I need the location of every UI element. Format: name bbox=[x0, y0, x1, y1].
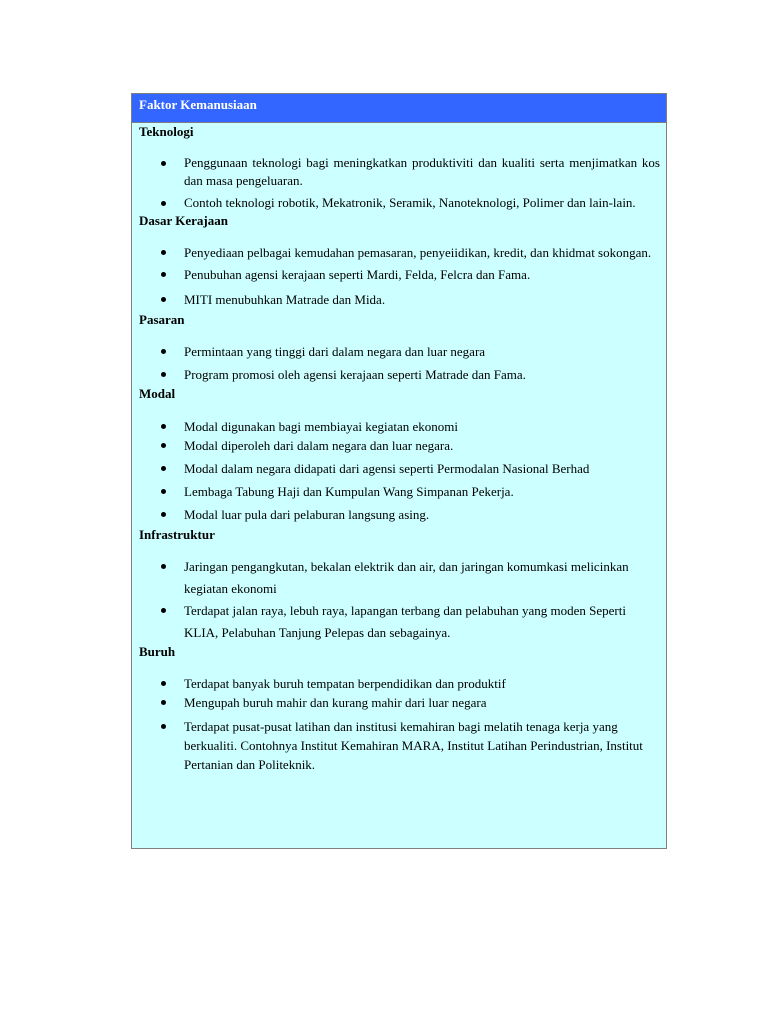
list-item: Terdapat jalan raya, lebuh raya, lapangan terbang dan pelabuhan yang moden Seperti KLIA, Pelabuhan Tanjung Pelepas dan sebagainya. bbox=[139, 600, 660, 644]
section-heading-teknologi: Teknologi bbox=[139, 124, 194, 139]
list-item: Contoh teknologi robotik, Mekatronik, Seramik, Nanoteknologi, Polimer dan lain-lain. bbox=[139, 194, 660, 212]
list-item: Lembaga Tabung Haji dan Kumpulan Wang Simpanan Pekerja. bbox=[139, 482, 660, 501]
list-buruh bbox=[139, 674, 660, 774]
list-item: Permintaan yang tinggi dari dalam negara dan luar negara bbox=[139, 342, 660, 361]
list-item: Modal diperoleh dari dalam negara dan luar negara. bbox=[139, 436, 660, 455]
list-item: Terdapat pusat-pusat latihan dan institusi kemahiran bagi melatih tenaga kerja yang berkualiti. Contohnya Institut Kemahiran MARA, Institut Latihan Perindustrian, Institut Pertanian dan Politeknik. bbox=[139, 717, 660, 774]
list-item: Terdapat banyak buruh tempatan berpendidikan dan produktif bbox=[139, 674, 660, 693]
factor-table bbox=[131, 93, 667, 849]
section-heading-infrastruktur: Infrastruktur bbox=[139, 527, 215, 542]
section-heading-pasaran: Pasaran bbox=[139, 312, 185, 327]
table-body bbox=[132, 124, 666, 774]
list-item: Program promosi oleh agensi kerajaan seperti Matrade dan Fama. bbox=[139, 365, 660, 384]
list-modal bbox=[139, 417, 660, 524]
list-item: Jaringan pengangkutan, bekalan elektrik dan air, dan jaringan komumkasi melicinkan kegiatan ekonomi bbox=[139, 556, 660, 600]
section-heading-buruh: Buruh bbox=[139, 644, 176, 659]
list-item: MITI menubuhkan Matrade dan Mida. bbox=[139, 290, 660, 309]
list-item: Mengupah buruh mahir dan kurang mahir dari luar negara bbox=[139, 693, 660, 712]
list-item: Penyediaan pelbagai kemudahan pemasaran, penyeiidikan, kredit, dan khidmat sokongan. bbox=[139, 242, 660, 264]
list-pasaran bbox=[139, 342, 660, 384]
list-teknologi bbox=[139, 154, 660, 212]
list-item: Penubuhan agensi kerajaan seperti Mardi, Felda, Felcra dan Fama. bbox=[139, 265, 660, 284]
section-heading-modal: Modal bbox=[139, 386, 176, 401]
list-item: Penggunaan teknologi bagi meningkatkan produktiviti dan kualiti serta menjimatkan kos dan masa pengeluaran. bbox=[139, 154, 660, 190]
list-dasar-kerajaan bbox=[139, 242, 660, 309]
table-header: Faktor Kemanusiaan bbox=[132, 94, 666, 123]
section-heading-dasar-kerajaan: Dasar Kerajaan bbox=[139, 213, 228, 228]
list-item: Modal digunakan bagi membiayai kegiatan ekonomi bbox=[139, 417, 660, 436]
list-item: Modal luar pula dari pelaburan langsung asing. bbox=[139, 505, 660, 524]
list-item: Modal dalam negara didapati dari agensi seperti Permodalan Nasional Berhad bbox=[139, 459, 660, 478]
list-infrastruktur bbox=[139, 556, 660, 644]
